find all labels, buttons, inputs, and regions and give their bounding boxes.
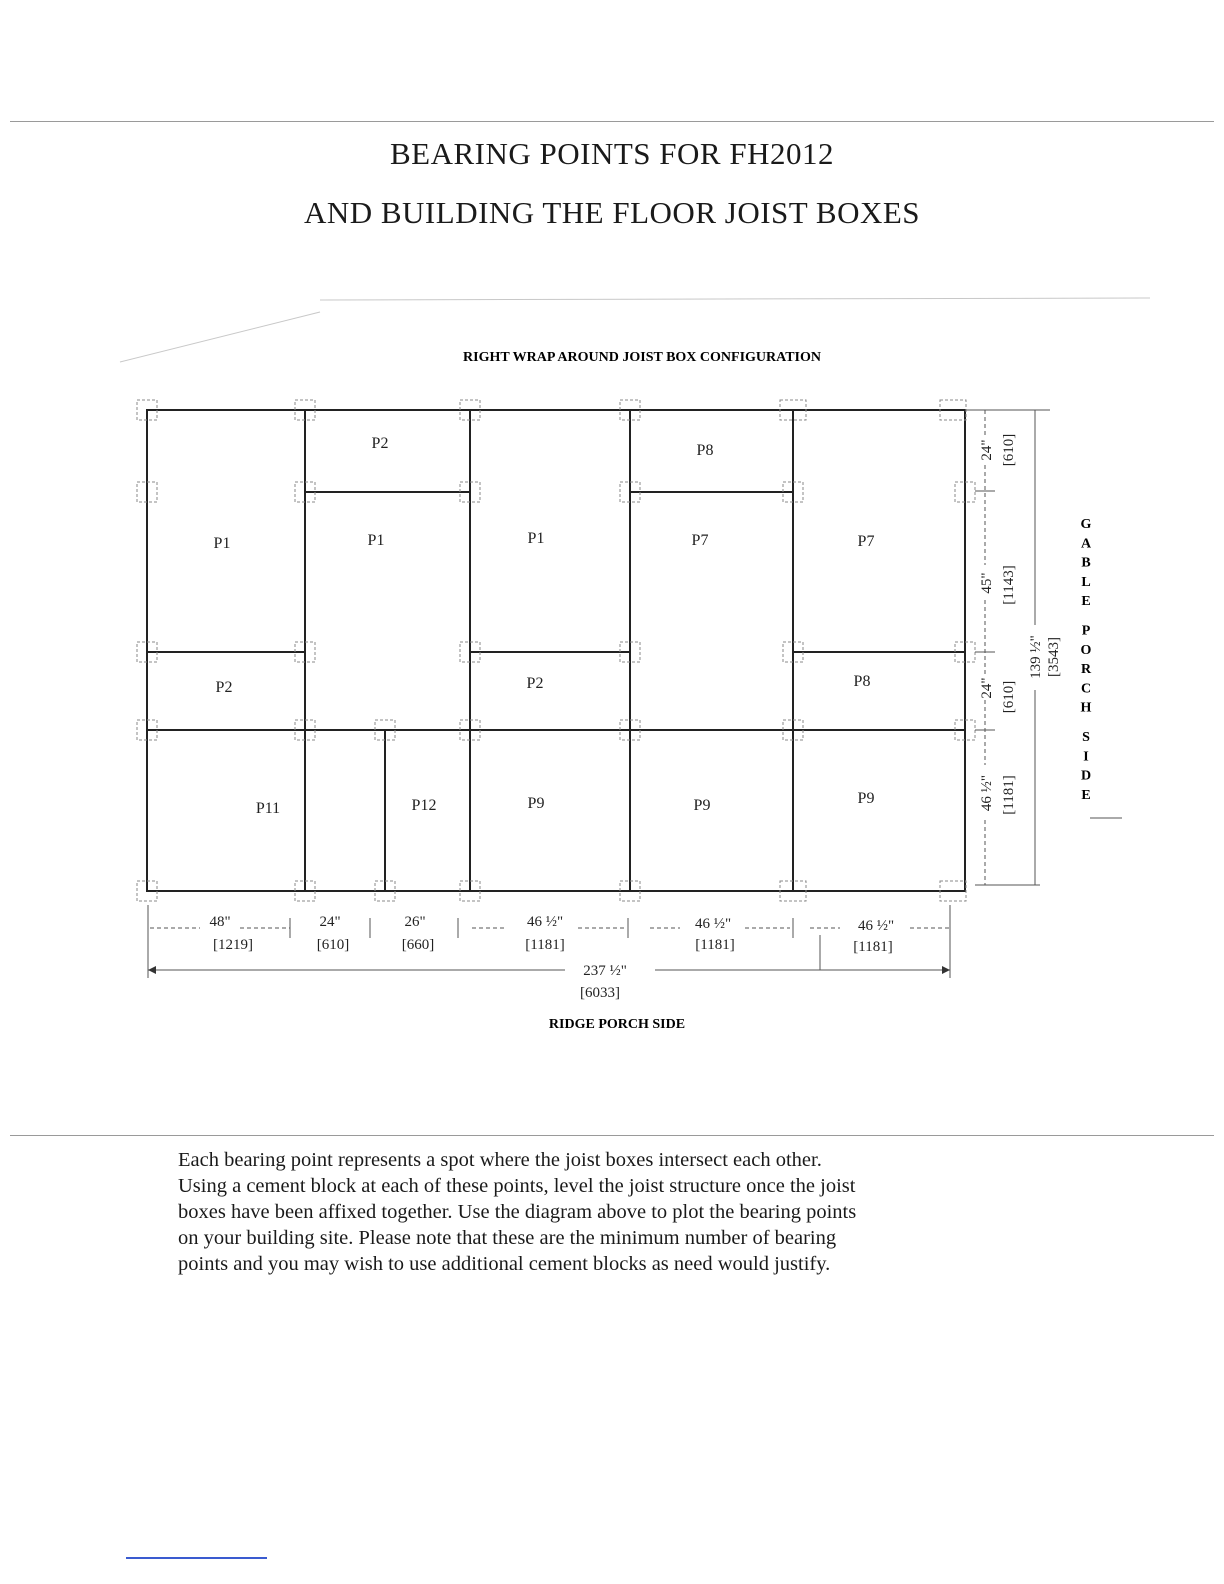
bearing-points xyxy=(137,400,975,901)
dim-total-metric: [6033] xyxy=(580,985,620,1001)
outer-frame xyxy=(147,410,965,891)
scan-edge xyxy=(320,298,1150,300)
dim-metric: [1219] xyxy=(213,937,253,953)
side-total-metric: [3543] xyxy=(1046,637,1062,677)
footer-underline xyxy=(126,1557,267,1559)
box-label: P11 xyxy=(255,800,281,817)
side-dim-metric: [1181] xyxy=(1001,775,1017,815)
joist-frame xyxy=(147,410,965,891)
box-label: P7 xyxy=(857,533,875,550)
side-dim-imperial: 24" xyxy=(979,677,995,699)
dim-imperial: 24" xyxy=(319,914,341,930)
instructions-line: Using a cement block at each of these points, level the joist structure once the joist xyxy=(178,1175,856,1197)
scan-edge xyxy=(120,312,320,362)
box-label: P7 xyxy=(691,532,709,549)
dim-metric: [660] xyxy=(401,937,435,953)
side-dim-metric: [1143] xyxy=(1001,565,1017,605)
side-total-imperial: 139 ½" xyxy=(1028,635,1044,679)
box-label: P9 xyxy=(693,797,711,814)
side-dim-imperial: 46 ½" xyxy=(979,774,995,812)
dim-total-imperial: 237 ½" xyxy=(583,963,627,979)
instructions-line: Each bearing point represents a spot where the joist boxes intersect each other. xyxy=(178,1149,822,1171)
side-dim-imperial: 24" xyxy=(979,439,995,461)
box-label: P1 xyxy=(213,535,231,552)
gable-porch-label: G A B L E P O R C H S I D E xyxy=(1080,517,1092,803)
dim-imperial: 46 ½" xyxy=(857,918,895,934)
side-dim-imperial: 45" xyxy=(979,572,995,594)
box-label: P2 xyxy=(371,435,389,452)
box-label: P2 xyxy=(526,675,544,692)
box-label: P9 xyxy=(857,790,875,807)
instructions-line: on your building site. Please note that these are the minimum number of bearing xyxy=(178,1227,837,1249)
side-dim-metric: [610] xyxy=(1001,680,1017,714)
dim-metric: [1181] xyxy=(695,937,735,953)
box-label: P9 xyxy=(527,795,545,812)
dim-metric: [1181] xyxy=(525,937,565,953)
box-label: P8 xyxy=(853,673,871,690)
dim-imperial: 46 ½" xyxy=(526,914,564,930)
ridge-porch-label: RIDGE PORCH SIDE xyxy=(548,1017,686,1032)
instructions-line: boxes have been affixed together. Use the diagram above to plot the bearing points xyxy=(178,1201,857,1223)
box-label: P12 xyxy=(411,797,437,814)
instructions-line: points and you may wish to use additional cement blocks as need would justify. xyxy=(178,1253,831,1275)
box-label: P1 xyxy=(527,530,545,547)
diagram-heading: RIGHT WRAP AROUND JOIST BOX CONFIGURATION xyxy=(463,350,821,365)
dim-imperial: 46 ½" xyxy=(694,916,732,932)
box-label: P8 xyxy=(696,442,714,459)
dim-metric: [1181] xyxy=(853,939,893,955)
bottom-rule xyxy=(10,1135,1214,1136)
page-subtitle: AND BUILDING THE FLOOR JOIST BOXES xyxy=(303,195,921,230)
dim-imperial: 26" xyxy=(404,914,426,930)
box-label: P2 xyxy=(215,679,233,696)
page-title: BEARING POINTS FOR FH2012 xyxy=(390,136,834,171)
side-dim-metric: [610] xyxy=(1001,433,1017,467)
dim-metric: [610] xyxy=(316,937,350,953)
dim-imperial: 48" xyxy=(209,914,231,930)
box-label: P1 xyxy=(367,532,385,549)
instructions-paragraph xyxy=(178,1147,1038,1277)
